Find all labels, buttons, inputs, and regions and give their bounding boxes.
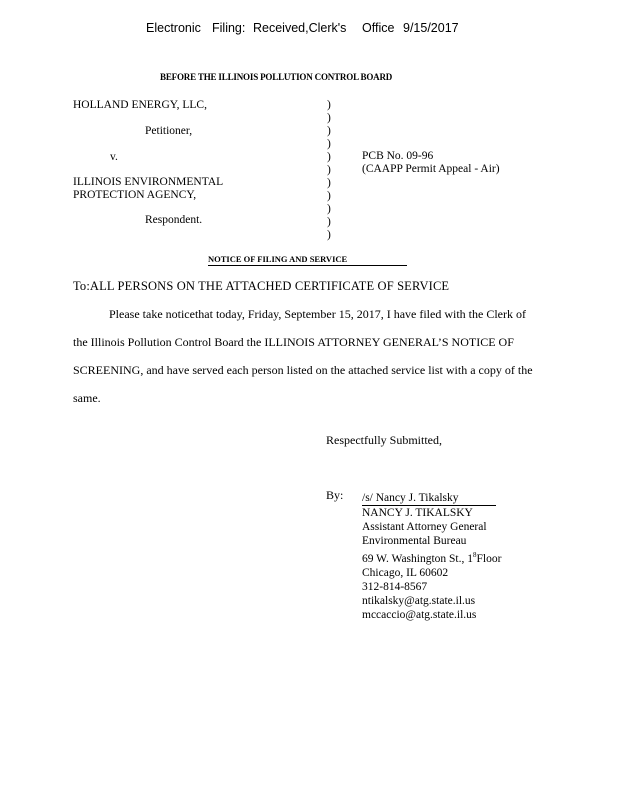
header-date: 9/15/2017 xyxy=(403,21,459,35)
body-line-1: Please take noticethat today, Friday, September 15, 2017, I have filed with the Clerk of xyxy=(109,307,526,321)
paren: ) xyxy=(327,229,331,241)
body-line-4: same. xyxy=(73,391,101,405)
paren: ) xyxy=(327,164,331,176)
petitioner-role: Petitioner, xyxy=(145,125,193,137)
header-received: Received,Clerk's xyxy=(253,21,347,35)
electronic-signature: /s/ Nancy J. Tikalsky xyxy=(362,491,496,506)
bureau: Environmental Bureau xyxy=(362,535,467,547)
paren: ) xyxy=(327,112,331,124)
phone: 312-814-8567 xyxy=(362,580,428,593)
paren: ) xyxy=(327,203,331,215)
versus: v. xyxy=(110,151,118,163)
header-filing: Filing: xyxy=(212,21,246,35)
paren: ) xyxy=(327,190,331,202)
body-line-3: SCREENING, and have served each person listed on the attached service list with a copy of the xyxy=(73,363,533,377)
notice-title: NOTICE OF FILING AND SERVICE xyxy=(208,254,407,266)
street-address xyxy=(362,548,501,566)
street-address-main: 69 W. Washington St., 1 xyxy=(362,552,474,565)
header-office: Office xyxy=(362,21,395,35)
caption-parentheses xyxy=(327,99,331,242)
paren: ) xyxy=(327,138,331,150)
paren: ) xyxy=(327,125,331,137)
floor-superscript: 8 xyxy=(473,551,477,559)
board-title: BEFORE THE ILLINOIS POLLUTION CONTROL BOARD xyxy=(160,73,393,83)
respondent-role: Respondent. xyxy=(145,214,203,226)
addressee-line: To:ALL PERSONS ON THE ATTACHED CERTIFICATE OF SERVICE xyxy=(73,279,450,293)
respondent-name-line1: ILLINOIS ENVIRONMENTAL xyxy=(73,176,224,188)
email-1[interactable]: ntikalsky@atg.state.il.us xyxy=(362,594,476,607)
paren: ) xyxy=(327,177,331,189)
attorney-name: NANCY J. TIKALSKY xyxy=(362,507,473,519)
attorney-title: Assistant Attorney General xyxy=(362,521,487,533)
closing: Respectfully Submitted, xyxy=(326,433,442,447)
paren: ) xyxy=(327,151,331,163)
signature-block xyxy=(362,488,501,622)
city-state-zip: Chicago, IL 60602 xyxy=(362,566,449,579)
paren: ) xyxy=(327,216,331,228)
respondent-name-line2: PROTECTION AGENCY, xyxy=(73,189,197,201)
paren: ) xyxy=(327,99,331,111)
by-label: By: xyxy=(326,488,344,502)
header-electronic: Electronic xyxy=(146,21,201,35)
case-number: PCB No. 09-96 xyxy=(362,150,434,162)
body-line-2: the Illinois Pollution Control Board the ILLINOIS ATTORNEY GENERAL’S NOTICE OF xyxy=(73,335,514,349)
street-address-floor: Floor xyxy=(476,552,502,565)
case-type: (CAAPP Permit Appeal - Air) xyxy=(362,163,500,175)
petitioner-name: HOLLAND ENERGY, LLC, xyxy=(73,99,207,111)
email-2[interactable]: mccaccio@atg.state.il.us xyxy=(362,608,477,621)
